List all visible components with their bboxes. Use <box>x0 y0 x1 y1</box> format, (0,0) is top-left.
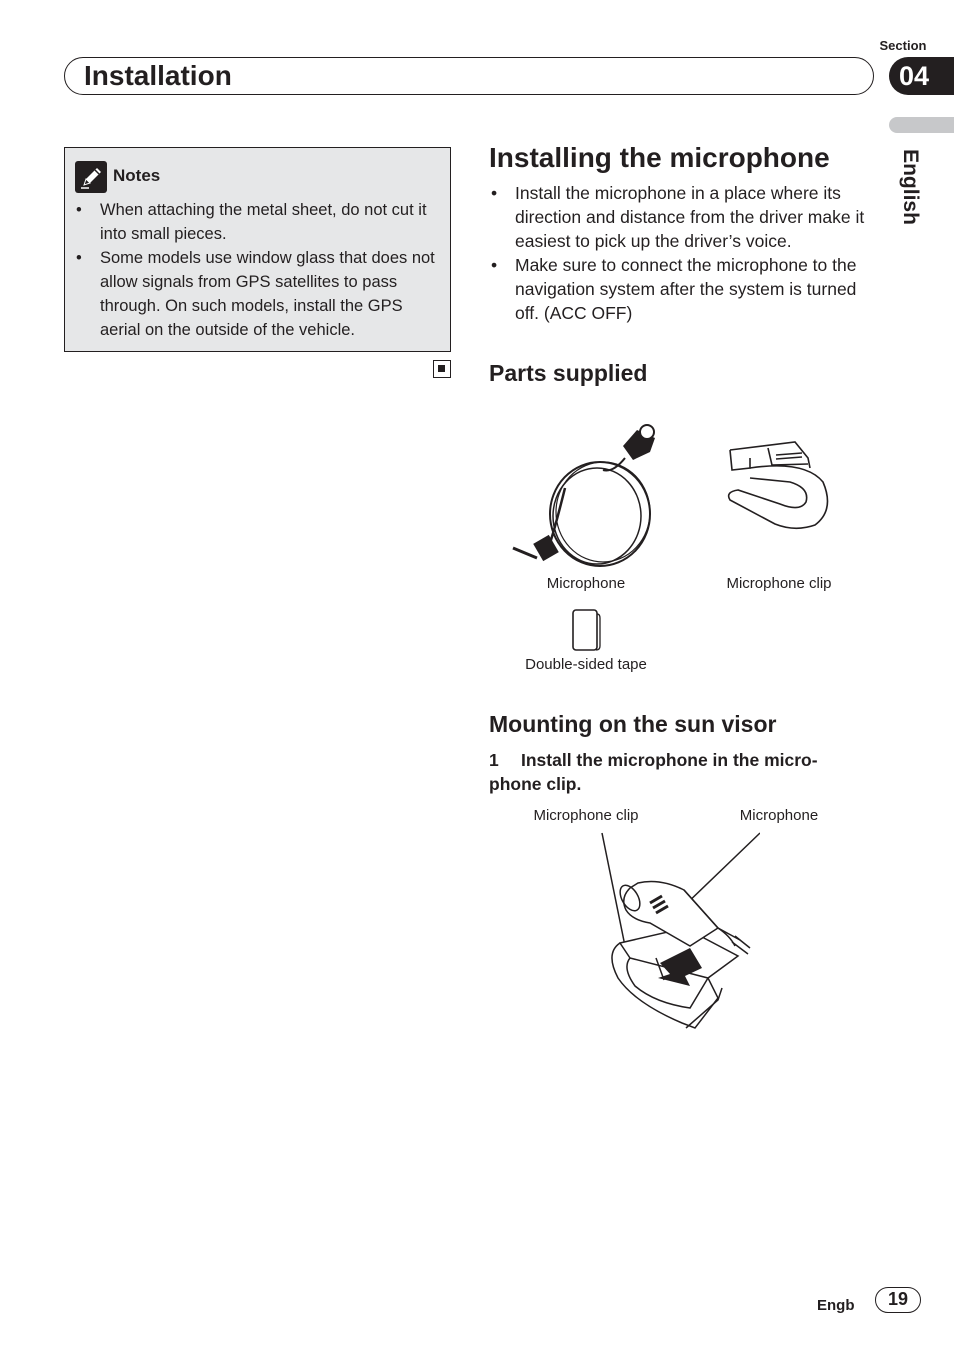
microphone-clip-caption: Microphone clip <box>726 575 832 592</box>
notes-list <box>76 198 444 342</box>
language-tab <box>889 117 954 133</box>
microphone-caption: Microphone <box>546 575 626 592</box>
parts-heading: Parts supplied <box>489 360 648 386</box>
double-sided-tape-illustration <box>571 608 601 652</box>
mounting-heading: Mounting on the sun visor <box>489 711 777 737</box>
notes-item: • When attaching the metal sheet, do not cut it into small pieces. <box>76 198 444 246</box>
notes-title: Notes <box>113 166 161 185</box>
pencil-icon <box>75 161 107 193</box>
section-number-tab: 04 <box>889 57 954 95</box>
step-number: 1 <box>489 750 499 770</box>
bullet-item: • Make sure to connect the microphone to the navigation system after the system is turned off. (ACC OFF) <box>491 253 881 325</box>
end-mark-icon <box>433 360 451 378</box>
mounting-illustration <box>590 828 760 1033</box>
language-label: English <box>899 149 922 225</box>
page-title: Installation <box>84 60 232 91</box>
bullet-list <box>491 181 881 325</box>
microphone-illustration <box>505 418 670 568</box>
step-text: Install the microphone in the micro-phone clip. <box>489 750 818 794</box>
bullet-item: • Install the microphone in a place where its direction and distance from the driver make it easiest to pick up the driver’s voice. <box>491 181 881 253</box>
notes-item: • Some models use window glass that does not allow signals from GPS satellites to pass through. On such models, install the GPS aerial on the outside of the vehicle. <box>76 246 444 342</box>
section-label: Section <box>879 38 927 53</box>
microphone-clip-illustration <box>720 440 835 532</box>
double-sided-tape-caption: Double-sided tape <box>525 656 647 673</box>
page-number: 19 <box>875 1287 921 1313</box>
figure-label-microphone: Microphone <box>739 807 819 824</box>
step-1 <box>489 748 869 796</box>
figure-label-clip: Microphone clip <box>533 807 639 824</box>
footer-language-code: Engb <box>817 1297 855 1314</box>
section-heading: Installing the microphone <box>489 142 830 173</box>
